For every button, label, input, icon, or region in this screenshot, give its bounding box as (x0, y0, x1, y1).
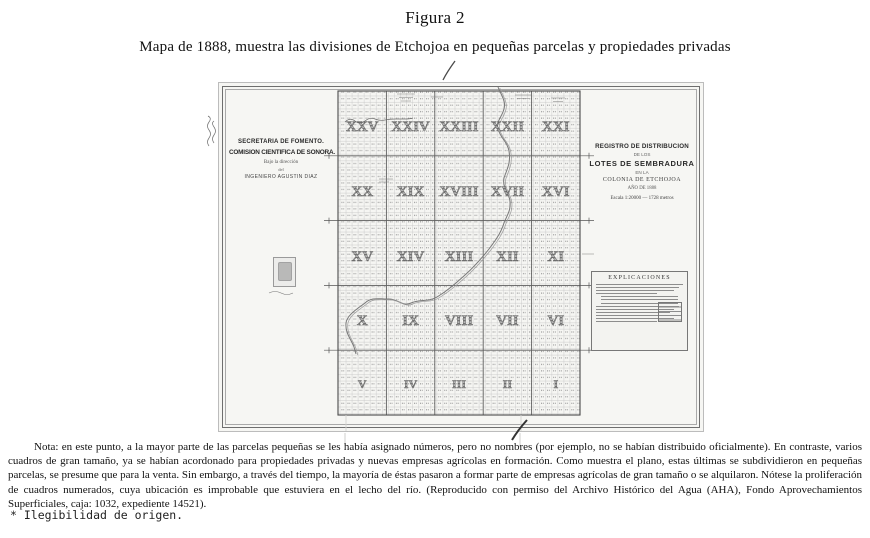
block-label: XXIV (391, 119, 430, 135)
legend-text-line (596, 293, 657, 294)
block-label: XXI (542, 119, 570, 135)
cartouche-commission: COMISION CIENTIFICA DE SONORA. (229, 148, 335, 156)
block-label: XVII (490, 184, 525, 200)
block-label: XIV (396, 249, 425, 265)
margin-handwriting (208, 116, 216, 146)
block-label: XXIII (439, 119, 479, 135)
block-label: I (553, 377, 559, 391)
right-cartouche (589, 143, 695, 202)
block-label: XXII (490, 119, 525, 135)
pen-mark-top (443, 61, 455, 80)
cartouche-in-the: EN LA (635, 169, 649, 175)
block-label: IV (403, 377, 418, 391)
cartouche-of: del (278, 166, 284, 172)
cartouche-colony: COLONIA DE ETCHOJOA (602, 176, 682, 183)
block-label: V (357, 377, 367, 391)
legend-text-line (596, 287, 679, 288)
block-label: XXV (345, 119, 379, 135)
block-label: XII (496, 249, 519, 265)
block-label: II (502, 377, 513, 391)
block-label: III (451, 377, 467, 391)
block-label: VI (547, 313, 565, 329)
block-label: XVI (542, 184, 570, 200)
cartouche-scale: Escala 1:20000 — 1728 metros (610, 195, 674, 201)
block-label: XX (351, 184, 374, 200)
cartouche-year: AÑO DE 1888 (627, 185, 657, 191)
legend-text-line (596, 290, 674, 291)
block-label: IX (402, 313, 419, 329)
figure-note: Nota: en este punto, a la mayor parte de las parcelas pequeñas se les había asignado números, pero no nombres (por ejemplo, no se habían distribuido oficialmente). En contraste, varios cuadros de gran tamaño, ya se habían acordonado para propiedades privadas y nuevas empresas agrícolas en formación. Como muestra el plano, estas últimas se subdividieron en pequeñas parcelas, se presume que para la venta. Sin embargo, a través del tiempo, la mayoría de éstas pasaron a formar parte de empresas agrícolas de gran tamaño o se alquilaron. Nótese la proliferación de cuadros numerados, cuya ubicación es improbable que estuviera en el lecho del río. (Reproducido con permiso del Archivo Histórico del Agua (AHA), Fondo Aprovechamientos Superficiales, caja: 1032, expediente 14521). (8, 441, 862, 510)
block-label: XV (351, 249, 374, 265)
cartouche-registry: REGISTRO DE DISTRIBUCION (595, 143, 689, 150)
block-label: XIX (396, 184, 425, 200)
cartouche-engineer: INGENIERO AGUSTIN DIAZ (244, 174, 318, 181)
legend-text-line (601, 296, 678, 297)
map-sheet (218, 82, 704, 432)
legend-text-line (601, 299, 678, 300)
cartouche-of-the: DE LOS (633, 152, 651, 158)
cartouche-direction: Bajo la dirección (263, 159, 299, 165)
block-label: VIII (444, 313, 474, 329)
block-label: XIII (444, 249, 474, 265)
archive-stamp (273, 257, 296, 287)
legend-text-line (596, 321, 657, 322)
legend-title: EXPLICACIONES (608, 275, 671, 281)
figure-title: Figura 2 (405, 8, 465, 27)
legend-text-line (596, 284, 683, 285)
left-cartouche (229, 139, 333, 181)
stamp-signature (269, 292, 293, 295)
legend-box (591, 271, 688, 351)
fold-creases (346, 415, 521, 431)
cartouche-department: SECRETARIA DE FOMENTO. (238, 139, 324, 145)
figure-subtitle: Mapa de 1888, muestra las divisiones de Etchojoa en pequeñas parcelas y propiedades privadas (139, 39, 731, 55)
block-label: XI (547, 249, 565, 265)
stamp-emblem (278, 262, 292, 281)
block-label: VII (496, 313, 519, 329)
block-label: XVIII (439, 184, 479, 200)
figure-footnote: * Ilegibilidad de origen. (10, 508, 184, 522)
cartouche-lots: LOTES DE SEMBRADURA (589, 159, 695, 169)
block-label: X (356, 313, 368, 329)
legend-mini-table (658, 302, 682, 322)
